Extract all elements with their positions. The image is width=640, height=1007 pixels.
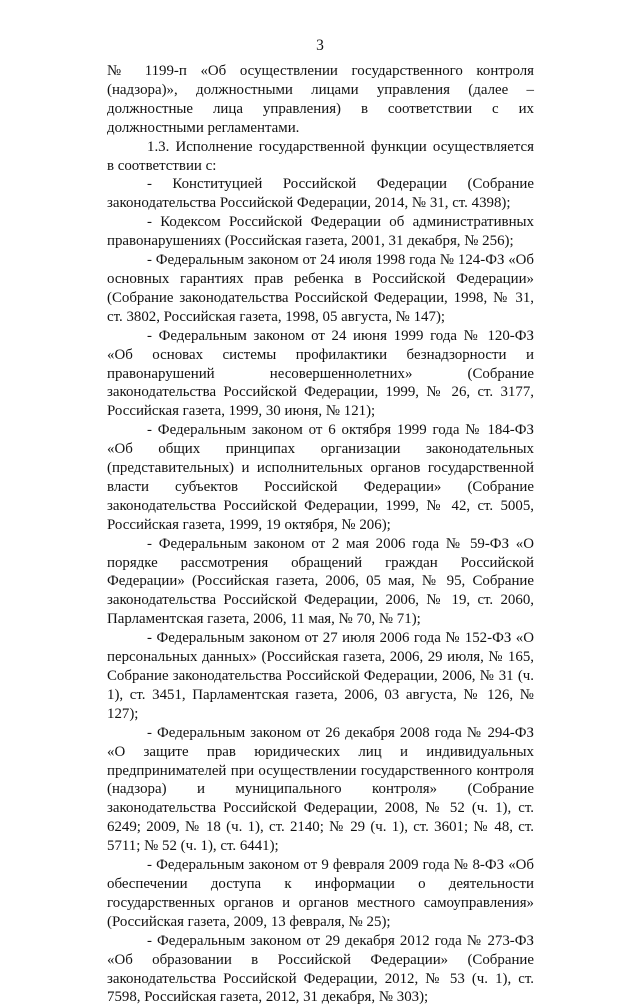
list-item-law-120-fz: - Федеральным законом от 24 июня 1999 года № 120-ФЗ «Об основах системы профилактики безнадзорности и правонарушений несовершеннолетних» (Собрание законодательства Российской Федерации, 1999, № 26, ст. 3177, Российская газета, 1999, 30 июня, № 121); <box>107 327 534 420</box>
document-body <box>107 62 534 1007</box>
paragraph-continuation: № 1199-п «Об осуществлении государственного контроля (надзора)», должностными лицами управления (далее – должностные лица управления) в соответствии с их должностными регламентами. <box>107 63 534 136</box>
list-item-law-124-fz: - Федеральным законом от 24 июля 1998 года № 124-ФЗ «Об основных гарантиях прав ребенка в Российской Федерации» (Собрание законодательства Российской Федерации, 1998, № 31, ст. 3802, Российская газета, 1998, 05 августа, № 147); <box>107 252 534 325</box>
list-item-law-59-fz: - Федеральным законом от 2 мая 2006 года № 59-ФЗ «О порядке рассмотрения обращений граждан Российской Федерации» (Российская газета, 2006, 05 мая, № 95, Собрание законодательства Российской Федерации, 2006, № 19, ст. 2060, Парламентская газета, 2006, 11 мая, № 70, № 71); <box>107 535 534 628</box>
list-item-law-184-fz: - Федеральным законом от 6 октября 1999 года № 184-ФЗ «Об общих принципах организации законодательных (представительных) и исполнительных органов государственной власти субъектов Российской Федерации» (Собрание законодательства Российской Федерации, 1999, № 42, ст. 5005, Российская газета, 1999, 19 октября, № 206); <box>107 422 534 533</box>
list-item-law-273-fz: - Федеральным законом от 29 декабря 2012 года № 273-ФЗ «Об образовании в Российской Федерации» (Собрание законодательства Российской Федерации, 2012, № 53 (ч. 1), ст. 7598, Российская газета, 2012, 31 декабря, № 303); <box>107 932 534 1006</box>
list-item-law-294-fz: - Федеральным законом от 26 декабря 2008 года № 294-ФЗ «О защите прав юридических лиц и индивидуальных предпринимателей при осуществлении государственного контроля (надзора) и муниципального контроля» (Собрание законодательства Российской Федерации, 2008, № 52 (ч. 1), ст. 6249; 2009, № 18 (ч. 1), ст. 2140; № 29 (ч. 1), ст. 3601; № 48, ст. 5711; № 52 (ч. 1), ст. 6441); <box>107 724 534 855</box>
list-item-law-8-fz: - Федеральным законом от 9 февраля 2009 года № 8-ФЗ «Об обеспечении доступа к информации о деятельности государственных органов и органов местного самоуправления» (Российская газета, 2009, 13 февраля, № 25); <box>107 857 534 930</box>
list-item-law-152-fz: - Федеральным законом от 27 июля 2006 года № 152-ФЗ «О персональных данных» (Российская газета, 2006, 29 июля, № 165, Собрание законодательства Российской Федерации, 2006, № 31 (ч. 1), ст. 3451, Парламентская газета, 2006, 03 августа, № 126, № 127); <box>107 630 534 722</box>
page-number: 3 <box>316 37 324 54</box>
list-item-administrative-code: - Кодексом Российской Федерации об административных правонарушениях (Российская газета, 2001, 31 декабря, № 256); <box>107 214 534 250</box>
paragraph-section-1-3: 1.3. Исполнение государственной функции осуществляется в соответствии с: <box>107 138 534 174</box>
list-item-constitution: - Конституцией Российской Федерации (Собрание законодательства Российской Федерации, 2014, № 31, ст. 4398); <box>107 176 534 212</box>
